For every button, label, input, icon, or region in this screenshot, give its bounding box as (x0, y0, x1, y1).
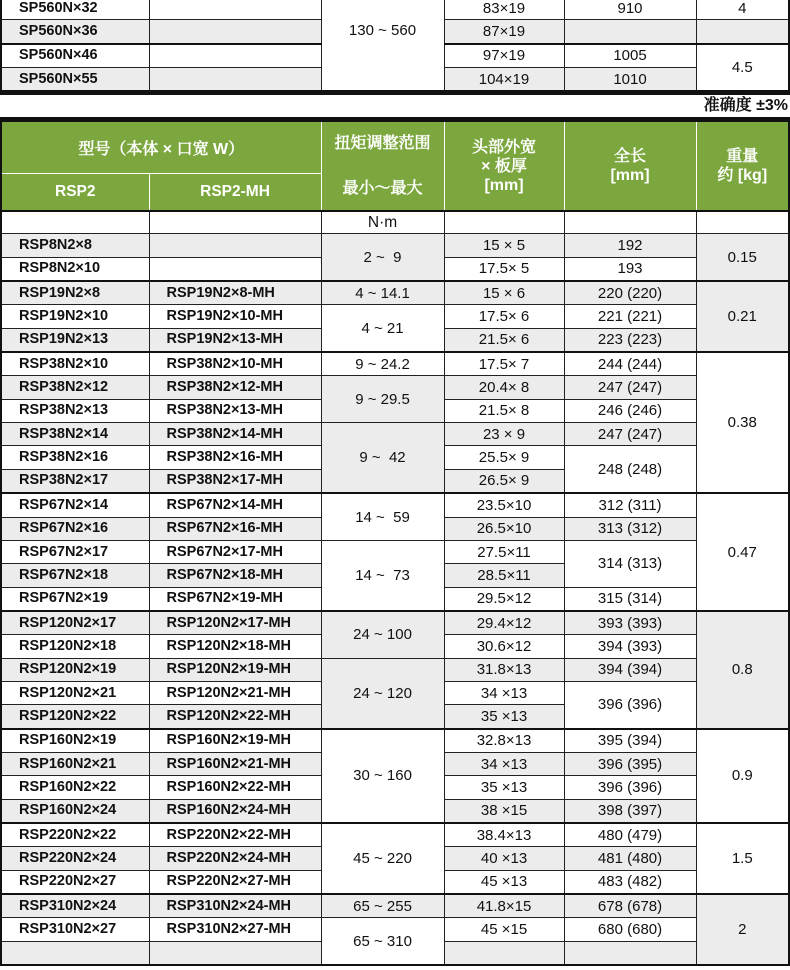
weight-cell: 4 (696, 0, 789, 20)
header-weight (696, 120, 789, 212)
model-mh-cell: RSP160N2×19-MH (149, 729, 321, 753)
head-dims-cell: 30.6×12 (444, 635, 564, 658)
model-cell: RSP67N2×14 (1, 493, 149, 517)
model-cell: RSP38N2×10 (1, 352, 149, 376)
header-torque-line1: 扭矩调整范围 (334, 135, 431, 153)
weight-cell: 0.9 (696, 729, 789, 823)
header-col-rsp2-mh: RSP2-MH (149, 174, 321, 212)
table-row (1, 823, 789, 847)
model-mh-cell: RSP220N2×27-MH (149, 870, 321, 894)
weight-cell: 0.38 (696, 352, 789, 493)
header-head-line3: [mm] (484, 176, 524, 194)
model-mh-cell: RSP67N2×16-MH (149, 517, 321, 540)
model-cell: RSP160N2×19 (1, 729, 149, 753)
model-mh-cell (149, 20, 321, 44)
length-cell: 244 (244) (564, 352, 696, 376)
length-cell: 680 (680) (564, 918, 696, 941)
model-cell: RSP19N2×13 (1, 328, 149, 352)
table-row (1, 493, 789, 517)
model-cell (1, 941, 149, 965)
head-dims-cell: 45 ×13 (444, 870, 564, 894)
model-cell: RSP67N2×19 (1, 587, 149, 611)
length-cell: 248 (248) (564, 446, 696, 493)
model-cell: RSP120N2×21 (1, 681, 149, 704)
unit-model-cell (1, 211, 149, 234)
model-cell: RSP67N2×17 (1, 540, 149, 563)
model-mh-cell (149, 941, 321, 965)
table-row (1, 376, 789, 399)
model-cell: RSP67N2×16 (1, 517, 149, 540)
torque-range-cell: 24 ~ 100 (321, 611, 444, 658)
length-cell: 480 (479) (564, 823, 696, 847)
head-dims-cell: 20.4× 8 (444, 376, 564, 399)
torque-range-cell: 9 ~ 42 (321, 423, 444, 494)
table-row (1, 281, 789, 305)
unit-weight-cell (696, 211, 789, 234)
model-cell: RSP19N2×8 (1, 281, 149, 305)
model-cell: RSP220N2×24 (1, 847, 149, 870)
model-mh-cell: RSP67N2×18-MH (149, 564, 321, 587)
unit-head-cell (444, 211, 564, 234)
model-cell: RSP38N2×14 (1, 423, 149, 446)
length-cell: 910 (564, 0, 696, 20)
header-row-1 (1, 120, 789, 174)
model-cell: RSP8N2×8 (1, 234, 149, 257)
model-mh-cell: RSP120N2×21-MH (149, 681, 321, 704)
length-cell: 483 (482) (564, 870, 696, 894)
head-dims-cell: 35 ×13 (444, 776, 564, 799)
head-dims-cell: 104×19 (444, 68, 564, 93)
model-mh-cell: RSP220N2×22-MH (149, 823, 321, 847)
head-dims-cell: 21.5× 6 (444, 328, 564, 352)
model-mh-cell (149, 68, 321, 93)
head-dims-cell: 25.5× 9 (444, 446, 564, 469)
model-mh-cell: RSP19N2×10-MH (149, 305, 321, 328)
length-cell: 223 (223) (564, 328, 696, 352)
model-mh-cell: RSP310N2×27-MH (149, 918, 321, 941)
head-dims-cell: 32.8×13 (444, 729, 564, 753)
model-cell: RSP120N2×18 (1, 635, 149, 658)
torque-range-cell: 30 ~ 160 (321, 729, 444, 823)
model-mh-cell: RSP160N2×24-MH (149, 799, 321, 823)
header-length-line1: 全长 (614, 148, 647, 166)
model-cell: RSP120N2×19 (1, 658, 149, 681)
weight-cell: 2 (696, 894, 789, 965)
weight-cell: 0.8 (696, 611, 789, 729)
model-mh-cell: RSP38N2×10-MH (149, 352, 321, 376)
head-dims-cell: 83×19 (444, 0, 564, 20)
table-row (1, 0, 789, 20)
model-cell: RSP67N2×18 (1, 564, 149, 587)
model-cell: RSP120N2×22 (1, 705, 149, 729)
weight-cell: 0.15 (696, 234, 789, 281)
head-dims-cell: 27.5×11 (444, 540, 564, 563)
model-mh-cell: RSP38N2×16-MH (149, 446, 321, 469)
head-dims-cell: 15 × 5 (444, 234, 564, 257)
header-length-line2: [mm] (610, 167, 650, 185)
header-head-line2: × 板厚 (481, 157, 527, 175)
torque-range-cell: 4 ~ 21 (321, 305, 444, 352)
length-cell (564, 20, 696, 44)
model-mh-cell (149, 0, 321, 20)
weight-cell: 4.5 (696, 44, 789, 93)
head-dims-cell: 29.4×12 (444, 611, 564, 635)
model-cell: RSP310N2×24 (1, 894, 149, 918)
model-cell: RSP220N2×22 (1, 823, 149, 847)
unit-length-cell (564, 211, 696, 234)
torque-range-cell: 14 ~ 59 (321, 493, 444, 540)
head-dims-cell: 17.5× 5 (444, 257, 564, 281)
model-cell: RSP38N2×17 (1, 469, 149, 493)
header-weight-line1: 重量 (726, 148, 759, 166)
length-cell: 678 (678) (564, 894, 696, 918)
accuracy-note: 准确度 ±3% (703, 97, 788, 115)
model-mh-cell: RSP19N2×8-MH (149, 281, 321, 305)
length-cell: 396 (396) (564, 776, 696, 799)
head-dims-cell: 26.5× 9 (444, 469, 564, 493)
table-row (1, 918, 789, 941)
header-overall-length (564, 120, 696, 212)
torque-range-cell: 4 ~ 14.1 (321, 281, 444, 305)
head-dims-cell: 34 ×13 (444, 681, 564, 704)
length-cell: 220 (220) (564, 281, 696, 305)
table-row (1, 658, 789, 681)
header-head-dims (444, 120, 564, 212)
model-mh-cell: RSP160N2×21-MH (149, 752, 321, 775)
model-mh-cell: RSP67N2×19-MH (149, 587, 321, 611)
model-cell: SP560N×32 (1, 0, 149, 20)
weight-cell: 1.5 (696, 823, 789, 894)
length-cell: 398 (397) (564, 799, 696, 823)
table-row (1, 305, 789, 328)
table-row (1, 540, 789, 563)
model-mh-cell: RSP120N2×22-MH (149, 705, 321, 729)
head-dims-cell: 38.4×13 (444, 823, 564, 847)
model-cell: RSP310N2×27 (1, 918, 149, 941)
unit-torque-cell (321, 211, 444, 234)
model-mh-cell (149, 44, 321, 68)
table-row (1, 894, 789, 918)
model-mh-cell: RSP310N2×24-MH (149, 894, 321, 918)
model-mh-cell: RSP67N2×17-MH (149, 540, 321, 563)
head-dims-cell: 17.5× 7 (444, 352, 564, 376)
model-mh-cell: RSP38N2×14-MH (149, 423, 321, 446)
weight-cell: 0.47 (696, 493, 789, 611)
head-dims-cell: 28.5×11 (444, 564, 564, 587)
weight-cell: 0.21 (696, 281, 789, 352)
head-dims-cell: 26.5×10 (444, 517, 564, 540)
length-cell: 1005 (564, 44, 696, 68)
model-mh-cell: RSP19N2×13-MH (149, 328, 321, 352)
head-dims-cell: 38 ×15 (444, 799, 564, 823)
length-cell: 221 (221) (564, 305, 696, 328)
model-mh-cell (149, 234, 321, 257)
weight-cell (696, 20, 789, 44)
head-dims-cell: 45 ×15 (444, 918, 564, 941)
model-mh-cell: RSP38N2×13-MH (149, 399, 321, 422)
torque-unit-label: N·m (367, 214, 398, 232)
model-cell: RSP8N2×10 (1, 257, 149, 281)
model-mh-cell: RSP120N2×18-MH (149, 635, 321, 658)
length-cell: 394 (394) (564, 658, 696, 681)
head-dims-cell: 41.8×15 (444, 894, 564, 918)
header-head-line1: 头部外宽 (472, 138, 537, 156)
torque-range-cell: 130 ~ 560 (321, 0, 444, 93)
header-weight-line2: 约 [kg] (717, 167, 768, 185)
model-mh-cell (149, 257, 321, 281)
length-cell: 481 (480) (564, 847, 696, 870)
model-mh-cell: RSP120N2×17-MH (149, 611, 321, 635)
table-row (1, 729, 789, 753)
torque-range-cell: 24 ~ 120 (321, 658, 444, 729)
unit-model-mh-cell (149, 211, 321, 234)
torque-range-cell: 9 ~ 24.2 (321, 352, 444, 376)
model-cell: RSP38N2×13 (1, 399, 149, 422)
model-mh-cell: RSP160N2×22-MH (149, 776, 321, 799)
torque-range-cell: 9 ~ 29.5 (321, 376, 444, 423)
head-dims-cell: 97×19 (444, 44, 564, 68)
head-dims-cell: 29.5×12 (444, 587, 564, 611)
head-dims-cell: 17.5× 6 (444, 305, 564, 328)
model-cell: SP560N×55 (1, 68, 149, 93)
model-cell: RSP160N2×21 (1, 752, 149, 775)
length-cell (564, 941, 696, 965)
head-dims-cell: 23 × 9 (444, 423, 564, 446)
model-cell: RSP160N2×22 (1, 776, 149, 799)
head-dims-cell: 15 × 6 (444, 281, 564, 305)
model-cell: SP560N×36 (1, 20, 149, 44)
model-mh-cell: RSP38N2×12-MH (149, 376, 321, 399)
length-cell: 247 (247) (564, 423, 696, 446)
model-cell: RSP120N2×17 (1, 611, 149, 635)
length-cell: 1010 (564, 68, 696, 93)
rsp2-spec-table (0, 117, 790, 966)
header-torque-range (321, 120, 444, 212)
head-dims-cell (444, 941, 564, 965)
table-row (1, 611, 789, 635)
length-cell: 395 (394) (564, 729, 696, 753)
sp560n-spec-table (0, 0, 790, 95)
length-cell: 193 (564, 257, 696, 281)
length-cell: 393 (393) (564, 611, 696, 635)
head-dims-cell: 35 ×13 (444, 705, 564, 729)
model-cell: RSP160N2×24 (1, 799, 149, 823)
length-cell: 312 (311) (564, 493, 696, 517)
table-row (1, 234, 789, 257)
model-mh-cell: RSP67N2×14-MH (149, 493, 321, 517)
length-cell: 192 (564, 234, 696, 257)
length-cell: 247 (247) (564, 376, 696, 399)
torque-range-cell: 45 ~ 220 (321, 823, 444, 894)
model-cell: RSP38N2×12 (1, 376, 149, 399)
table-row (1, 423, 789, 446)
head-dims-cell: 34 ×13 (444, 752, 564, 775)
length-cell: 394 (393) (564, 635, 696, 658)
model-cell: SP560N×46 (1, 44, 149, 68)
model-mh-cell: RSP120N2×19-MH (149, 658, 321, 681)
model-mh-cell: RSP38N2×17-MH (149, 469, 321, 493)
model-cell: RSP220N2×27 (1, 870, 149, 894)
head-dims-cell: 23.5×10 (444, 493, 564, 517)
model-cell: RSP19N2×10 (1, 305, 149, 328)
length-cell: 396 (395) (564, 752, 696, 775)
head-dims-cell: 31.8×13 (444, 658, 564, 681)
torque-range-cell: 65 ~ 255 (321, 894, 444, 918)
torque-range-cell: 2 ~ 9 (321, 234, 444, 281)
length-cell: 314 (313) (564, 540, 696, 587)
head-dims-cell: 21.5× 8 (444, 399, 564, 422)
header-torque-line2: 最小～最大 (342, 180, 423, 198)
length-cell: 246 (246) (564, 399, 696, 422)
length-cell: 315 (314) (564, 587, 696, 611)
torque-range-cell: 65 ~ 310 (321, 918, 444, 965)
header-col-rsp2: RSP2 (1, 174, 149, 212)
torque-range-cell: 14 ~ 73 (321, 540, 444, 611)
length-cell: 313 (312) (564, 517, 696, 540)
head-dims-cell: 40 ×13 (444, 847, 564, 870)
head-dims-cell: 87×19 (444, 20, 564, 44)
length-cell: 396 (396) (564, 681, 696, 728)
header-model-group: 型号（本体 × 口宽 W） (1, 120, 321, 174)
table-row (1, 352, 789, 376)
model-mh-cell: RSP220N2×24-MH (149, 847, 321, 870)
model-cell: RSP38N2×16 (1, 446, 149, 469)
unit-row (1, 211, 789, 234)
